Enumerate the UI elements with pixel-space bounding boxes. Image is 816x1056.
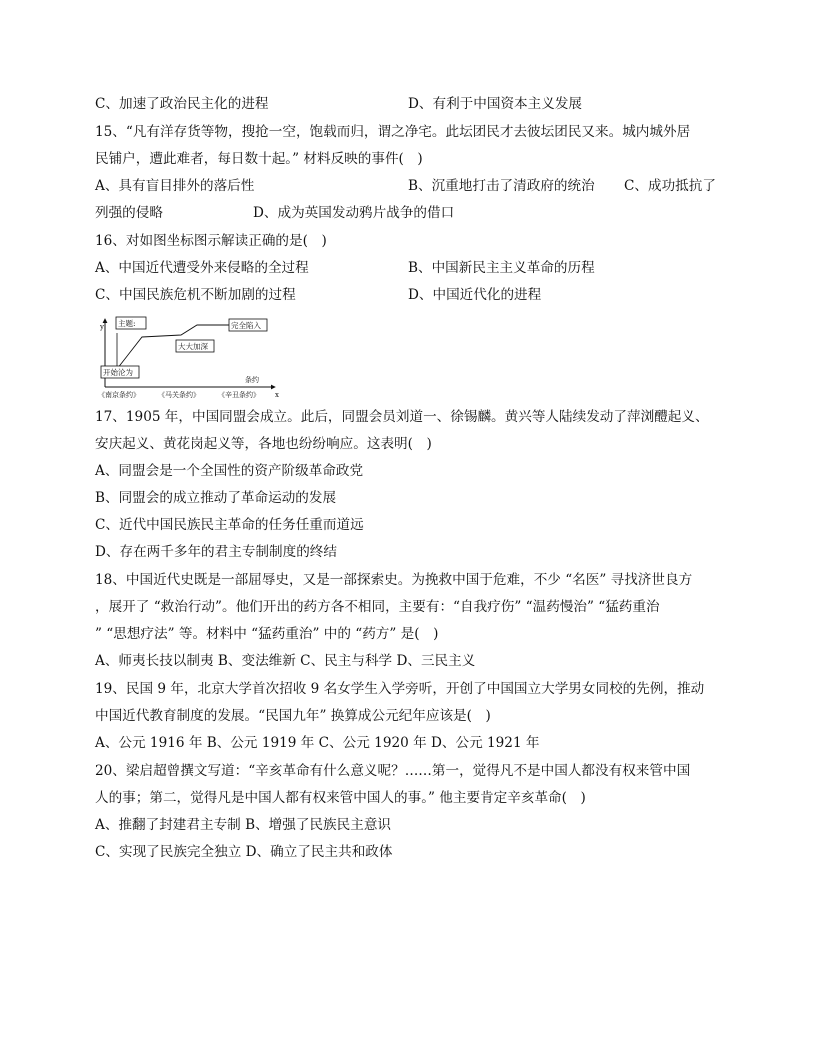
- y-axis-label: y: [100, 323, 104, 331]
- q20-options-line2: C、实现了民族完全独立 D、确立了民主共和政体: [95, 844, 393, 860]
- q15-option-a: A、具有盲目排外的落后性: [95, 178, 255, 194]
- q16-stem: 16、对如图坐标图示解读正确的是( ): [95, 233, 327, 249]
- q17-option-a: A、同盟会是一个全国性的资产阶级革命政党: [95, 463, 364, 479]
- q19-stem-line1: 19、民国 9 年，北京大学首次招收 9 名女学生入学旁听，开创了中国国立大学男女同校的先例，推动: [95, 681, 705, 697]
- q18-stem-line2: ，展开了 “救治行动”。他们开出的药方各不相同，主要有：“自我疗伤” “温药慢治” “猛药重治: [95, 599, 660, 615]
- q16-coordinate-figure: [97, 313, 281, 401]
- q15-stem-line2: 民铺户，遭此难者，每日数十起。” 材料反映的事件( ): [95, 151, 423, 167]
- q17-option-b: B、同盟会的成立推动了革命运动的发展: [95, 490, 337, 506]
- x-axis-label: x: [275, 391, 279, 399]
- q14-option-d: D、有利于中国资本主义发展: [408, 96, 583, 112]
- treaty-label-2: 《马关条约》: [158, 391, 200, 399]
- q15-stem-line1: 15、“凡有洋存货等物，搜抢一空，饱载而归，谓之净宅。此坛团民才去彼坛团民又来。城内城外居: [95, 124, 691, 140]
- q14-option-c: C、加速了政治民主化的进程: [95, 96, 269, 112]
- q17-stem-line1: 17、1905 年，中国同盟会成立。此后，同盟会员刘道一、徐锡麟。黄兴等人陆续发动了萍浏醴起义、: [95, 409, 709, 425]
- q16-option-d: D、中国近代化的进程: [408, 287, 542, 303]
- q15-option-c-part2: 列强的侵略: [95, 205, 163, 221]
- q18-options: A、师夷长技以制夷 B、变法维新 C、民主与科学 D、三民主义: [95, 653, 476, 669]
- q15-option-b: B、沉重地打击了清政府的统治: [408, 178, 595, 194]
- q18-stem-line1: 18、中国近代史既是一部屈辱史，又是一部探索史。为挽救中国于危难，不少 “名医” 寻找济世良方: [95, 572, 693, 588]
- q17-stem-line2: 安庆起义、黄花岗起义等，各地也纷纷响应。这表明( ): [95, 436, 432, 452]
- q16-option-b: B、中国新民主主义革命的历程: [408, 260, 595, 276]
- q20-stem-line2: 人的事；第二，觉得凡是中国人都有权来管中国人的事。” 他主要肯定辛亥革命( ): [95, 790, 586, 806]
- q17-option-d: D、存在两千多年的君主专制制度的终结: [95, 544, 337, 560]
- treaty-label-1: 《南京条约》: [98, 391, 140, 399]
- q17-option-c: C、近代中国民族民主革命的任务任重而道远: [95, 517, 364, 533]
- q19-options: A、公元 1916 年 B、公元 1919 年 C、公元 1920 年 D、公元 1921 年: [95, 735, 540, 751]
- treaty-label-3: 《辛丑条约》: [218, 391, 260, 399]
- theme-box-label: 主题:: [118, 319, 136, 328]
- box-start-label: 开始沦为: [103, 368, 133, 377]
- q20-options-line1: A、推翻了封建君主专制 B、增强了民族民主意识: [95, 817, 392, 833]
- q20-stem-line1: 20、梁启超曾撰文写道：“辛亥革命有什么意义呢？……第一，觉得凡不是中国人都没有权来管中国: [95, 763, 691, 779]
- q18-stem-line3: ” “思想疗法” 等。材料中 “猛药重治” 中的 “药方” 是( ): [95, 626, 439, 642]
- q16-option-a: A、中国近代遭受外来侵略的全过程: [95, 260, 309, 276]
- box-deepen-label: 大大加深: [178, 342, 208, 351]
- q16-option-c: C、中国民族危机不断加剧的过程: [95, 287, 296, 303]
- x-title: 条约: [245, 376, 259, 384]
- q15-option-c-part1: C、成功抵抗了: [624, 178, 716, 194]
- box-full-label: 完全陷入: [231, 321, 261, 330]
- q15-option-d: D、成为英国发动鸦片战争的借口: [253, 205, 455, 221]
- q19-stem-line2: 中国近代教育制度的发展。“民国九年” 换算成公元纪年应该是( ): [95, 708, 491, 724]
